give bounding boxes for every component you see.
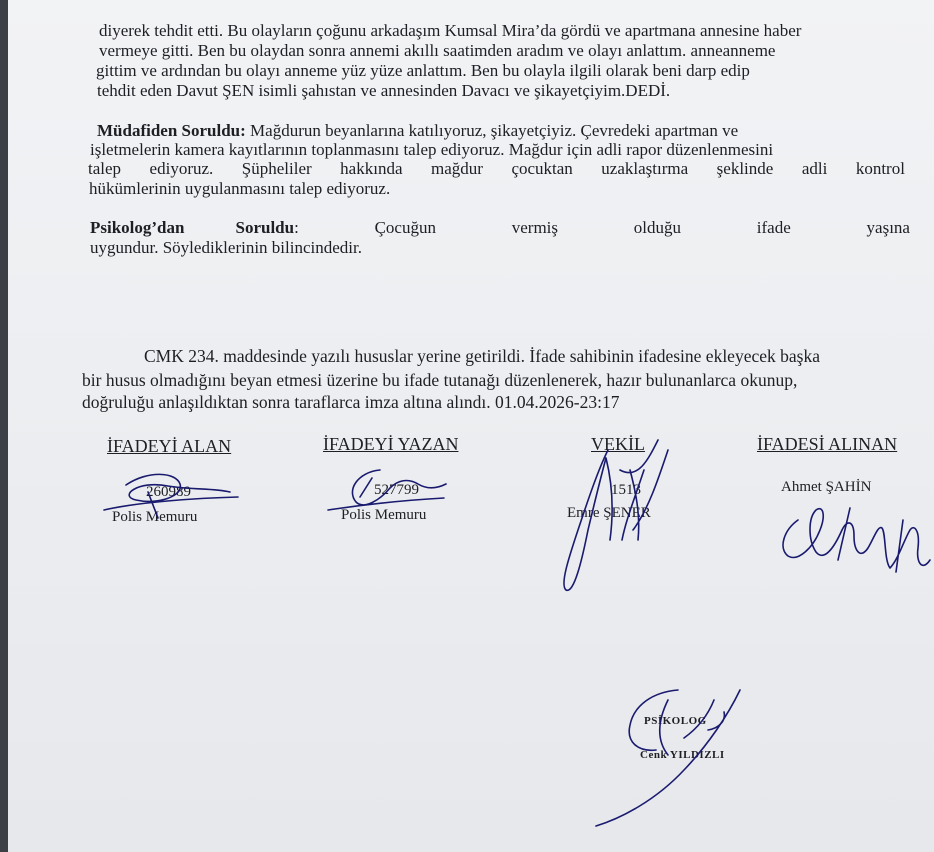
mudafi-label: Müdafiden Soruldu: [97,121,246,140]
word: ediyoruz. [149,159,214,178]
para2-line1-text: Mağdurun beyanlarına katılıyoruz, şikayetçiyiz. Çevredeki apartman ve [250,121,739,140]
word: Şüpheliler [241,159,312,178]
para1-line4: tehdit eden Davut ŞEN isimli şahıstan ve annesinden Davacı ve şikayetçiyim.DEDİ. [97,81,671,100]
word: ifade [756,218,791,237]
yazan-role: Polis Memuru [341,507,427,523]
ifadeyi-alan-heading: İFADEYİ ALAN [107,436,232,456]
psikolog-heading: PSİKOLOG [644,715,707,727]
vekil-number: 1513 [611,482,641,498]
word: kontrol [855,159,905,178]
para2-line4: hükümlerinin uygulanmasını talep ediyoruz. [89,179,391,198]
alan-role: Polis Memuru [112,509,198,525]
document-page [8,0,934,852]
psikolog-signature [596,690,740,826]
para1-line3: gittim ve ardından bu olayı anneme yüz yüze anlattım. Ben bu olayla ilgili olarak beni darp edip [96,61,750,80]
word: şeklinde [716,159,774,178]
para4-line1: CMK 234. maddesinde yazılı hususlar yerine getirildi. İfade sahibinin ifadesine ekleyecek başka [144,346,820,366]
para2-line2: işletmelerin kamera kayıtlarının toplanmasını talep ediyoruz. Mağdur için adli rapor düzenlenmesini [90,140,774,159]
psikolog-label: Psikolog’dan Soruldu: [90,218,299,237]
word: talep [88,159,122,178]
psikolog-name: Cenk YILDIZLI [640,749,725,761]
para3-line2: uygundur. Söylediklerinin bilincindedir. [90,238,362,257]
yazan-number: 527799 [374,482,419,498]
vekil-heading: VEKİL [591,434,645,454]
vekil-name: Emre ŞENER [567,505,651,521]
alan-signature [104,474,238,518]
para1-line2: vermeye gitti. Ben bu olaydan sonra annemi akıllı saatimden aradım ve olayı anlattım. anneanneme [99,41,776,60]
ifadeyi-yazan-heading: İFADEYİ YAZAN [323,434,459,454]
yazan-signature [328,470,446,510]
vekil-signature [564,440,668,590]
para4-line2: bir husus olmadığını beyan etmesi üzerine bu ifade tutanağı düzenlenerek, hazır bulunanlarca okunup, [82,370,798,390]
word: yaşına [866,218,910,237]
ifadesi-alinan-heading: İFADESİ ALINAN [757,434,898,454]
alinan-name: Ahmet ŞAHİN [781,479,872,495]
word: adli [801,159,828,178]
word: Çocuğun [374,218,436,237]
word: hakkında [340,159,403,178]
handwritten-signatures [8,0,934,852]
word: olduğu [633,218,682,237]
alinan-signature [783,508,930,572]
word: vermiş [511,218,559,237]
word: uzaklaştırma [601,159,689,178]
alan-number: 260989 [146,484,191,500]
para4-line3: doğruluğu anlaşıldıktan sonra taraflarca imza altına alındı. 01.04.2026-23:17 [82,392,620,412]
para1-line1: diyerek tehdit etti. Bu olayların çoğunu arkadaşım Kumsal Mira’da gördü ve apartmana annesine haber [99,21,802,40]
word: çocuktan [511,159,573,178]
word: mağdur [431,159,483,178]
